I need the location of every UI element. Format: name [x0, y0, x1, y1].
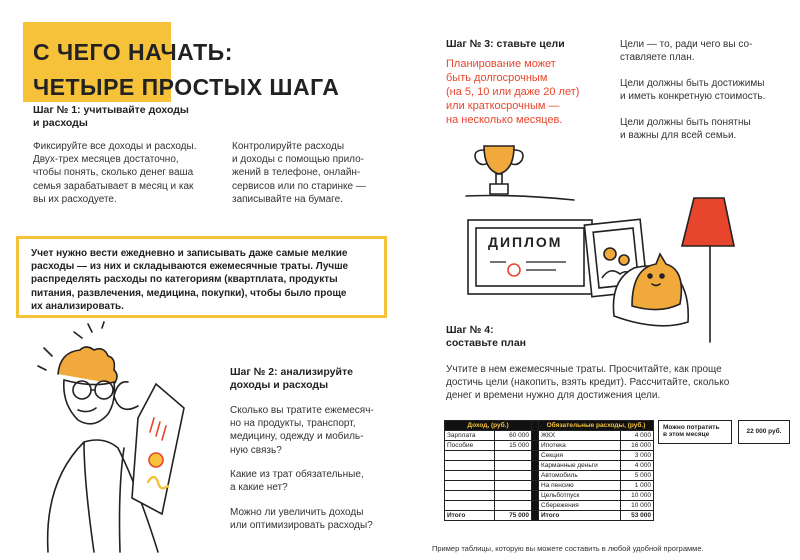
step3-goal-achievable: Цели должны быть достижимы и иметь конкретную стоимость. — [620, 78, 766, 103]
step3-planning-note: Планирование может быть долгосрочным (на 5, 10 или даже 20 лет) или краткосрочным — на несколько месяцев. — [446, 58, 580, 126]
step1-heading: Шаг № 1: учитывайте доходы и расходы — [33, 104, 189, 129]
expense-header: Обязательные расходы, (руб.) — [539, 421, 654, 431]
table-total-row: Итого 75 000 Итого 53 000 — [445, 511, 654, 521]
table-row: Карманные деньги 4 000 — [445, 461, 654, 471]
step3-goal-clear: Цели должны быть понятны и важны для всей семьи. — [620, 117, 751, 142]
tip-callout: Учет нужно вести ежедневно и записывать даже самые мелкие расходы — из них и складываются ежемесячные траты. Лучше распределять расходы по категориям (квартплата, продукты питания, развлечения, медицина, покупки), чтобы было проще их анализировать. — [16, 236, 387, 318]
step2-question2: Какие из трат обязательные, а какие нет? — [230, 469, 364, 494]
table-row: Цельботпуск 10 000 — [445, 491, 654, 501]
spend-label-box: Можно потратить в этом месяце — [658, 420, 732, 444]
page-title: С ЧЕГО НАЧАТЬ: ЧЕТЫРЕ ПРОСТЫХ ШАГА — [33, 39, 340, 100]
step2-question1: Сколько вы тратите ежемесяч- но на продукты, транспорт, медицину, одежду и мобиль- ную связь? — [230, 405, 374, 456]
step3-heading: Шаг № 3: ставьте цели — [446, 38, 565, 50]
budget-table — [444, 420, 654, 521]
cat-armchair-lamp-illustration — [606, 196, 736, 346]
table-caption: Пример таблицы, которую вы можете составить в любой удобной программе. — [432, 544, 704, 553]
table-row: Пособие 15 000 Ипотека 16 000 — [445, 441, 654, 451]
diploma-label: ДИПЛОМ — [488, 234, 563, 250]
step4-text: Учтите в нем ежемесячные траты. Просчитайте, как проще достичь цели (накопить, взять кредит). Рассчитайте, сколько денег и времени нужно для достижения цели. — [446, 364, 730, 402]
thinking-man-illustration — [28, 322, 188, 552]
step4-heading: Шаг № 4: составьте план — [446, 324, 527, 349]
income-header: Доход, (руб.) — [445, 421, 532, 431]
step2-question3: Можно ли увеличить доходы или оптимизировать расходы? — [230, 507, 373, 532]
table-row: Автомобиль 5 000 — [445, 471, 654, 481]
diploma-frame — [466, 218, 594, 296]
step1-text-right: Контролируйте расходы и доходы с помощью прило- жений в телефоне, онлайн- сервисов или по старинке — записывайте на бумаге. — [232, 141, 366, 205]
step1-text-left: Фиксируйте все доходы и расходы. Двух-трех месяцев достаточно, чтобы понять, сколько денег ваша семья зарабатывает в месяц и как вы их расходуете. — [33, 141, 197, 205]
table-row: Секция 3 000 — [445, 451, 654, 461]
step3-goal-definition: Цели — то, ради чего вы со- ставляете план. — [620, 39, 753, 64]
step2-heading: Шаг № 2: анализируйте доходы и расходы — [230, 366, 353, 391]
shelf-trophy-illustration — [466, 140, 576, 210]
table-row: На пенсию 1 000 — [445, 481, 654, 491]
table-row: Сбережения 10 000 — [445, 501, 654, 511]
spend-value-box: 22 000 руб. — [738, 420, 790, 444]
table-row: Зарплата 60 000 ЖКХ 4 000 — [445, 431, 654, 441]
